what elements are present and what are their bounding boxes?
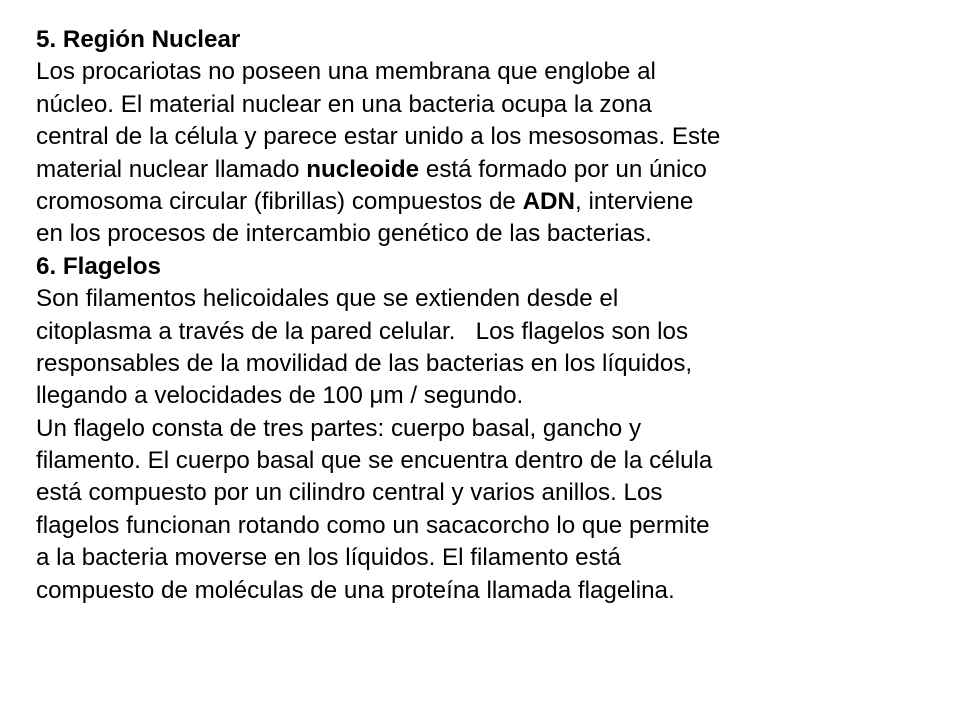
- paragraph-line: núcleo. El material nuclear en una bacteria ocupa la zona: [36, 90, 652, 118]
- term-nucleoide: nucleoide: [306, 155, 420, 183]
- paragraph-line: citoplasma a través de la pared celular. Los flagelos son los: [36, 317, 689, 345]
- text-segment: material nuclear llamado: [36, 155, 307, 183]
- paragraph-line: en los procesos de intercambio genético de las bacterias.: [36, 220, 652, 248]
- slide-content: [36, 24, 940, 607]
- paragraph-line: [36, 154, 940, 186]
- text-segment: está formado por un único: [419, 155, 707, 183]
- text-segment: cromosoma circular (fibrillas) compuestos de: [36, 187, 523, 215]
- term-adn: ADN: [522, 187, 575, 215]
- paragraph-line: responsables de la movilidad de las bacterias en los líquidos,: [36, 349, 693, 377]
- paragraph-line: central de la célula y parece estar unido a los mesosomas. Este: [36, 123, 721, 151]
- paragraph-line: filamento. El cuerpo basal que se encuentra dentro de la célula: [36, 447, 713, 475]
- paragraph-line: compuesto de moléculas de una proteína llamada flagelina.: [36, 576, 675, 604]
- paragraph-line: Un flagelo consta de tres partes: cuerpo basal, gancho y: [36, 414, 642, 442]
- paragraph-line: flagelos funcionan rotando como un sacacorcho lo que permite: [36, 511, 710, 539]
- paragraph-line: a la bacteria moverse en los líquidos. El filamento está: [36, 544, 621, 572]
- text-segment: , interviene: [575, 187, 694, 215]
- paragraph-line: llegando a velocidades de 100 μm / segundo.: [36, 382, 524, 410]
- paragraph-line: [36, 186, 940, 218]
- section-heading-region-nuclear: 5. Región Nuclear: [36, 26, 241, 53]
- paragraph-line: está compuesto por un cilindro central y varios anillos. Los: [36, 479, 663, 507]
- section-heading-flagelos: 6. Flagelos: [36, 252, 162, 280]
- paragraph-line: Son filamentos helicoidales que se extienden desde el: [36, 285, 619, 313]
- paragraph-line: Los procariotas no poseen una membrana que englobe al: [36, 58, 656, 86]
